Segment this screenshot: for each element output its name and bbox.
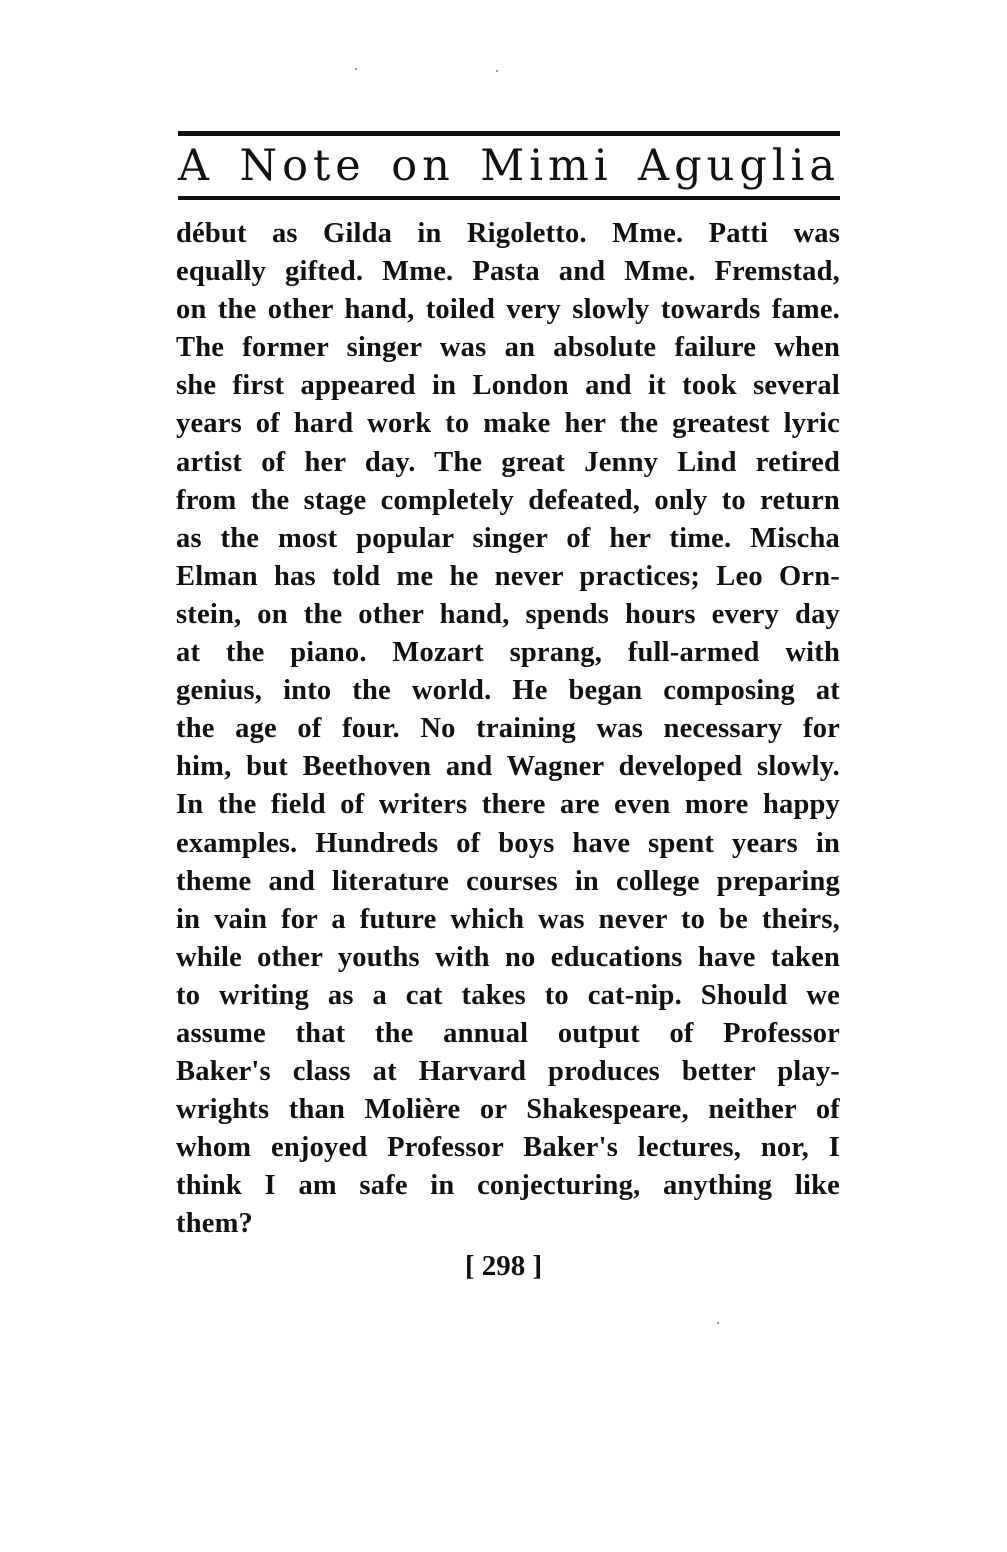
text-line: him, but Beethoven and Wagner developed slowly. (176, 751, 840, 783)
text-line: wrights than Molière or Shakespeare, neither of (176, 1094, 840, 1126)
text-line: assume that the annual output of Professor (176, 1017, 840, 1049)
running-head: A Note on Mimi Aguglia (178, 141, 840, 191)
text-line: whom enjoyed Professor Baker's lectures, nor, I (176, 1132, 840, 1164)
text-line: début as Gilda in Rigoletto. Mme. Patti was (176, 218, 840, 249)
text-line: equally gifted. Mme. Pasta and Mme. Fremstad, (176, 256, 840, 288)
text-line: Baker's class at Harvard produces better play- (176, 1056, 840, 1088)
page-number: [ 298 ] (464, 1250, 543, 1282)
text-line: from the stage completely defeated, only to return (176, 484, 840, 516)
text-line: think I am safe in conjecturing, anything like (176, 1170, 840, 1202)
text-line: In the field of writers there are even more happy (176, 789, 840, 821)
text-line: artist of her day. The great Jenny Lind retired (176, 446, 840, 478)
text-line: examples. Hundreds of boys have spent years in (176, 827, 840, 859)
text-line: in vain for a future which was never to be theirs, (176, 903, 840, 935)
text-line: theme and literature courses in college preparing (176, 865, 840, 897)
text-line: genius, into the world. He began composing at (176, 675, 840, 707)
text-line: years of hard work to make her the greatest lyric (176, 408, 840, 440)
text-line: on the other hand, toiled very slowly towards fame. (176, 294, 840, 326)
scan-speck (717, 1322, 719, 1324)
text-line: she first appeared in London and it took several (176, 370, 840, 402)
header-rule-bottom (178, 196, 840, 200)
text-line: them? (176, 1208, 253, 1240)
text-line: while other youths with no educations have taken (176, 941, 840, 973)
text-line: The former singer was an absolute failure when (176, 332, 840, 364)
body-text (176, 215, 840, 1244)
scan-speck (496, 70, 498, 72)
text-line: at the piano. Mozart sprang, full-armed with (176, 637, 840, 669)
text-line: as the most popular singer of her time. Mischa (176, 522, 840, 554)
text-line: Elman has told me he never practices; Leo Orn- (176, 560, 840, 592)
text-line: the age of four. No training was necessary for (176, 713, 840, 745)
scan-speck (355, 68, 357, 70)
text-line: stein, on the other hand, spends hours every day (176, 598, 840, 630)
text-line: to writing as a cat takes to cat-nip. Should we (176, 979, 840, 1011)
